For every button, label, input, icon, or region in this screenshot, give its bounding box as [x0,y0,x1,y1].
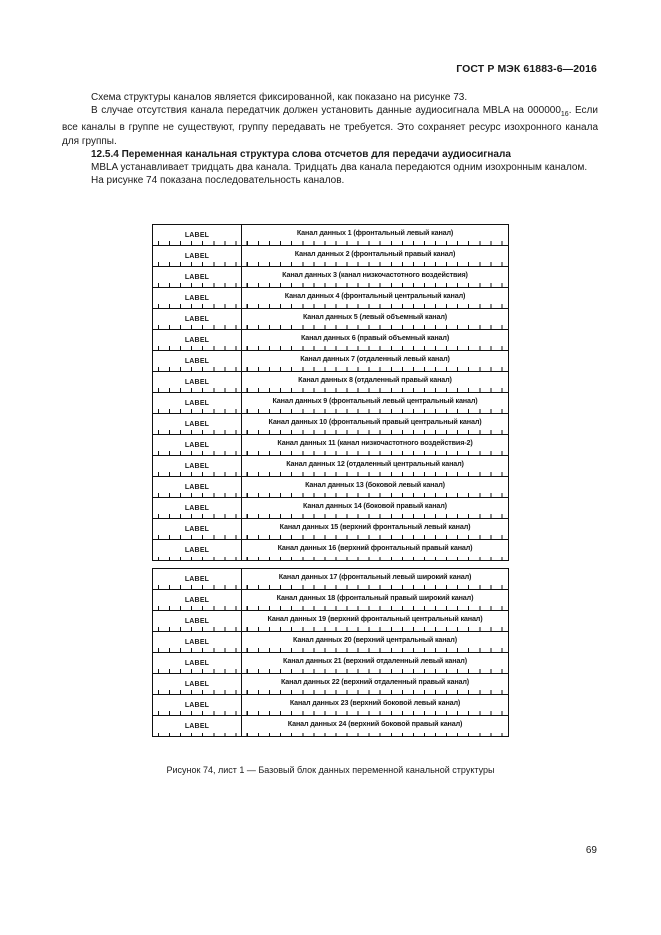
bit-ticks [153,367,241,371]
label-cell: LABEL [153,569,242,589]
channel-description: Канал данных 18 (фронтальный правый широкий канал) [242,590,508,610]
bit-ticks [153,388,241,392]
channel-description: Канал данных 7 (отдаленный левый канал) [242,351,508,371]
bit-ticks [242,585,508,589]
channel-row [153,674,508,695]
channel-description: Канал данных 15 (верхний фронтальный левый канал) [242,519,508,539]
channel-description: Канал данных 22 (верхний отдаленный правый канал) [242,674,508,694]
bit-ticks [153,711,241,715]
bit-ticks [153,733,241,737]
bit-ticks [153,627,241,631]
bit-ticks [242,262,508,266]
label-cell: LABEL [153,372,242,392]
bit-ticks [153,262,241,266]
label-cell: LABEL [153,225,242,245]
label-cell: LABEL [153,653,242,673]
section-heading: 12.5.4 Переменная канальная структура слова отсчетов для передачи аудиосигнала [91,148,511,160]
label-cell: LABEL [153,414,242,434]
label-cell: LABEL [153,351,242,371]
channel-description: Канал данных 19 (верхний фронтальный центральный канал) [242,611,508,631]
bit-ticks [242,557,508,561]
channel-row [153,498,508,519]
channel-row [153,414,508,435]
bit-ticks [153,557,241,561]
bit-ticks [153,304,241,308]
channel-row [153,540,508,561]
bit-ticks [153,648,241,652]
bit-ticks [242,451,508,455]
channel-description: Канал данных 24 (верхний боковой правый канал) [242,716,508,737]
channel-block-2 [152,568,509,737]
channel-row [153,653,508,674]
channel-description: Канал данных 21 (верхний отдаленный левый канал) [242,653,508,673]
channel-row [153,435,508,456]
channel-row [153,477,508,498]
label-cell: LABEL [153,435,242,455]
bit-ticks [153,669,241,673]
channel-description: Канал данных 11 (канал низкочастотного воздействия-2) [242,435,508,455]
channel-row [153,288,508,309]
bit-ticks [153,606,241,610]
channel-description: Канал данных 12 (отдаленный центральный канал) [242,456,508,476]
bit-ticks [242,472,508,476]
channel-description: Канал данных 10 (фронтальный правый центральный канал) [242,414,508,434]
bit-ticks [153,514,241,518]
channel-description: Канал данных 13 (боковой левый канал) [242,477,508,497]
channel-row [153,590,508,611]
bit-ticks [242,409,508,413]
label-cell: LABEL [153,611,242,631]
channel-row [153,716,508,737]
paragraph: На рисунке 74 показана последовательность каналов. [91,175,345,187]
channel-row [153,351,508,372]
bit-ticks [153,283,241,287]
label-cell: LABEL [153,456,242,476]
channel-row [153,393,508,414]
bit-ticks [242,430,508,434]
bit-ticks [242,241,508,245]
document-header: ГОСТ Р МЭК 61883-6—2016 [456,63,597,75]
channel-description: Канал данных 16 (верхний фронтальный правый канал) [242,540,508,561]
bit-ticks [153,585,241,589]
channel-block-1 [152,224,509,561]
bit-ticks [242,388,508,392]
bit-ticks [153,346,241,350]
channel-row [153,330,508,351]
bit-ticks [242,283,508,287]
channel-description: Канал данных 4 (фронтальный центральный канал) [242,288,508,308]
label-cell: LABEL [153,716,242,737]
label-cell: LABEL [153,330,242,350]
channel-description: Канал данных 20 (верхний центральный канал) [242,632,508,652]
channel-row [153,267,508,288]
bit-ticks [153,325,241,329]
bit-ticks [242,325,508,329]
label-cell: LABEL [153,309,242,329]
paragraph: MBLA устанавливает тридцать два канала. Тридцать два канала передаются одним изохронным каналом. [91,162,588,174]
channel-row [153,372,508,393]
paragraph: Схема структуры каналов является фиксированной, как показано на рисунке 73. [91,92,468,103]
channel-description: Канал данных 8 (отдаленный правый канал) [242,372,508,392]
channel-row [153,632,508,653]
bit-ticks [242,711,508,715]
label-cell: LABEL [153,288,242,308]
channel-row [153,519,508,540]
channel-row [153,569,508,590]
channel-description: Канал данных 3 (канал низкочастотного воздействия) [242,267,508,287]
bit-ticks [242,627,508,631]
figure-caption: Рисунок 74, лист 1 — Базовый блок данных переменной канальной структуры [166,765,495,775]
channel-description: Канал данных 9 (фронтальный левый центральный канал) [242,393,508,413]
label-cell: LABEL [153,695,242,715]
label-cell: LABEL [153,632,242,652]
bit-ticks [242,648,508,652]
bit-ticks [242,606,508,610]
channel-row [153,611,508,632]
bit-ticks [153,430,241,434]
body-text [62,91,598,187]
bit-ticks [153,472,241,476]
bit-ticks [242,733,508,737]
paragraph: В случае отсутствия канала передатчик должен установить данные аудиосигнала MBLA на $000000_{16}$. Если все каналы в группе не существуют, группу передавать не требуется. Это сохраняет ресурс изохронного канала для группы. [62,105,598,147]
bit-ticks [153,451,241,455]
bit-ticks [242,346,508,350]
bit-ticks [242,690,508,694]
label-cell: LABEL [153,477,242,497]
channel-description: Канал данных 23 (верхний боковой левый канал) [242,695,508,715]
channel-row [153,309,508,330]
channel-description: Канал данных 2 (фронтальный правый канал) [242,246,508,266]
bit-ticks [153,493,241,497]
bit-ticks [242,304,508,308]
channel-row [153,695,508,716]
bit-ticks [242,514,508,518]
channel-row [153,225,508,246]
bit-ticks [153,535,241,539]
channel-description: Канал данных 5 (левый объемный канал) [242,309,508,329]
label-cell: LABEL [153,267,242,287]
bit-ticks [242,367,508,371]
channel-description: Канал данных 1 (фронтальный левый канал) [242,225,508,245]
channel-description: Канал данных 6 (правый объемный канал) [242,330,508,350]
channel-row [153,246,508,267]
page-number: 69 [585,845,597,856]
bit-ticks [153,690,241,694]
bit-ticks [242,535,508,539]
channel-row [153,456,508,477]
bit-ticks [153,241,241,245]
channel-description: Канал данных 14 (боковой правый канал) [242,498,508,518]
label-cell: LABEL [153,674,242,694]
bit-ticks [242,493,508,497]
label-cell: LABEL [153,498,242,518]
label-cell: LABEL [153,519,242,539]
bit-ticks [153,409,241,413]
label-cell: LABEL [153,393,242,413]
channel-description: Канал данных 17 (фронтальный левый широкий канал) [242,569,508,589]
label-cell: LABEL [153,590,242,610]
label-cell: LABEL [153,246,242,266]
label-cell: LABEL [153,540,242,561]
bit-ticks [242,669,508,673]
